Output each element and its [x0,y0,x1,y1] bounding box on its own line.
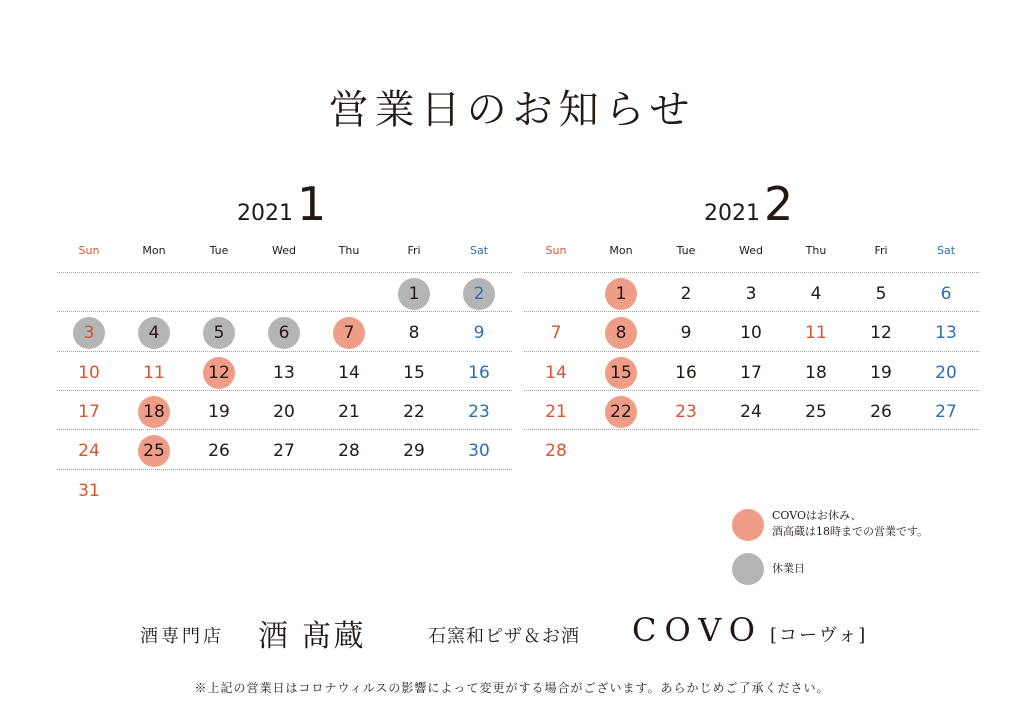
weekday-tue: Tue [676,244,696,257]
week-divider [57,272,512,273]
calendar-day: 9 [680,323,692,344]
weekday-fri: Fri [407,244,421,257]
calendar-day: 5 [213,323,225,344]
calendar-day: 22 [403,401,425,422]
calendar-day: 18 [143,401,165,422]
week-divider [57,429,512,430]
calendar-day: 27 [273,441,295,462]
weekday-mon: Mon [609,244,633,257]
calendar-day: 26 [208,441,230,462]
calendar-day: 10 [740,323,762,344]
calendar-day: 12 [208,362,230,383]
calendar-day: 23 [675,401,697,422]
week-divider [524,390,979,391]
calendar-day: 6 [278,323,290,344]
calendar-day: 8 [408,323,420,344]
weekday-wed: Wed [739,244,763,257]
calendar-day: 3 [745,284,757,304]
weekday-mon: Mon [142,244,166,257]
legend-pink-line1: COVOはお休み、 [772,509,862,522]
legend-pink-line2: 酒高蔵は18時までの営業です。 [772,525,929,538]
legend-gray-text: 休業日 [772,562,805,575]
calendar-day: 30 [468,441,490,462]
calendar-day: 8 [615,323,627,344]
calendar-day: 1 [615,284,627,304]
calendar-day: 12 [870,323,892,344]
shop2-prefix: 石窯和ピザ＆お酒 [428,626,580,647]
week-divider [57,390,512,391]
legend-pink-text [772,508,928,540]
calendar-day: 19 [870,362,892,383]
calendar-day: 3 [83,323,95,344]
week-divider [524,429,979,430]
weekday-thu: Thu [338,244,360,257]
calendar-day: 17 [740,362,762,383]
calendar-day: 21 [338,401,360,422]
week-divider [524,272,979,273]
legend-gray-dot [732,553,764,585]
weekday-tue: Tue [209,244,229,257]
calendar-day: 27 [935,401,957,422]
week-divider [524,351,979,352]
week-divider [524,311,979,312]
week-divider [57,311,512,312]
calendar-day: 29 [403,441,425,462]
calendar-day: 16 [675,362,697,383]
calendar-day: 15 [610,362,632,383]
shop2-name: COVO [632,611,763,649]
weekday-sun: Sun [545,244,567,257]
calendar-day: 14 [545,362,567,383]
calendar-day: 20 [273,401,295,422]
calendar-day: 13 [935,323,957,344]
calendar-day: 7 [343,323,355,344]
calendar-day: 31 [78,480,100,501]
calendar-month: 1 [297,177,327,231]
calendar-day: 20 [935,362,957,383]
calendar-day: 11 [805,323,827,344]
calendar-day: 2 [680,284,692,304]
weekday-sun: Sun [78,244,100,257]
week-divider [57,351,512,352]
week-divider [57,469,512,470]
calendar-day: 9 [473,323,485,344]
calendar-day: 24 [740,401,762,422]
calendar-day: 4 [810,284,822,304]
calendar-day: 1 [408,284,420,304]
calendar-day: 2 [473,284,485,304]
disclaimer-note: ※上記の営業日はコロナウィルスの影響によって変更がする場合がございます。あらかじめご了承ください。 [194,681,830,695]
weekday-fri: Fri [874,244,888,257]
weekday-sat: Sat [936,244,956,257]
calendar-day: 19 [208,401,230,422]
calendar-day: 28 [545,441,567,462]
calendar-day: 18 [805,362,827,383]
calendar-month: 2 [764,177,794,231]
calendar-day: 15 [403,362,425,383]
calendar-day: 26 [870,401,892,422]
calendar-day: 11 [143,362,165,383]
calendar-day: 22 [610,401,632,422]
calendar-year: 2021 [237,201,293,226]
calendar-day: 25 [143,441,165,462]
calendar-day: 28 [338,441,360,462]
calendar-day: 17 [78,401,100,422]
calendar-day: 4 [148,323,160,344]
calendar-day: 25 [805,401,827,422]
shop1-name: 酒 髙蔵 [258,619,366,654]
legend-pink-dot [732,509,764,541]
calendar-day: 21 [545,401,567,422]
weekday-thu: Thu [805,244,827,257]
calendar-day: 10 [78,362,100,383]
calendar-day: 7 [550,323,562,344]
page-title: 営業日のお知らせ [328,87,696,133]
weekday-sat: Sat [469,244,489,257]
calendar-year: 2021 [704,201,760,226]
calendar-day: 6 [940,284,952,304]
calendar-day: 5 [875,284,887,304]
calendar-day: 16 [468,362,490,383]
shop1-prefix: 酒専門店 [140,626,224,647]
calendar-day: 23 [468,401,490,422]
weekday-wed: Wed [272,244,296,257]
calendar-day: 24 [78,441,100,462]
calendar-day: 14 [338,362,360,383]
calendar-day: 13 [273,362,295,383]
shop2-reading: [コーヴォ] [770,625,868,646]
